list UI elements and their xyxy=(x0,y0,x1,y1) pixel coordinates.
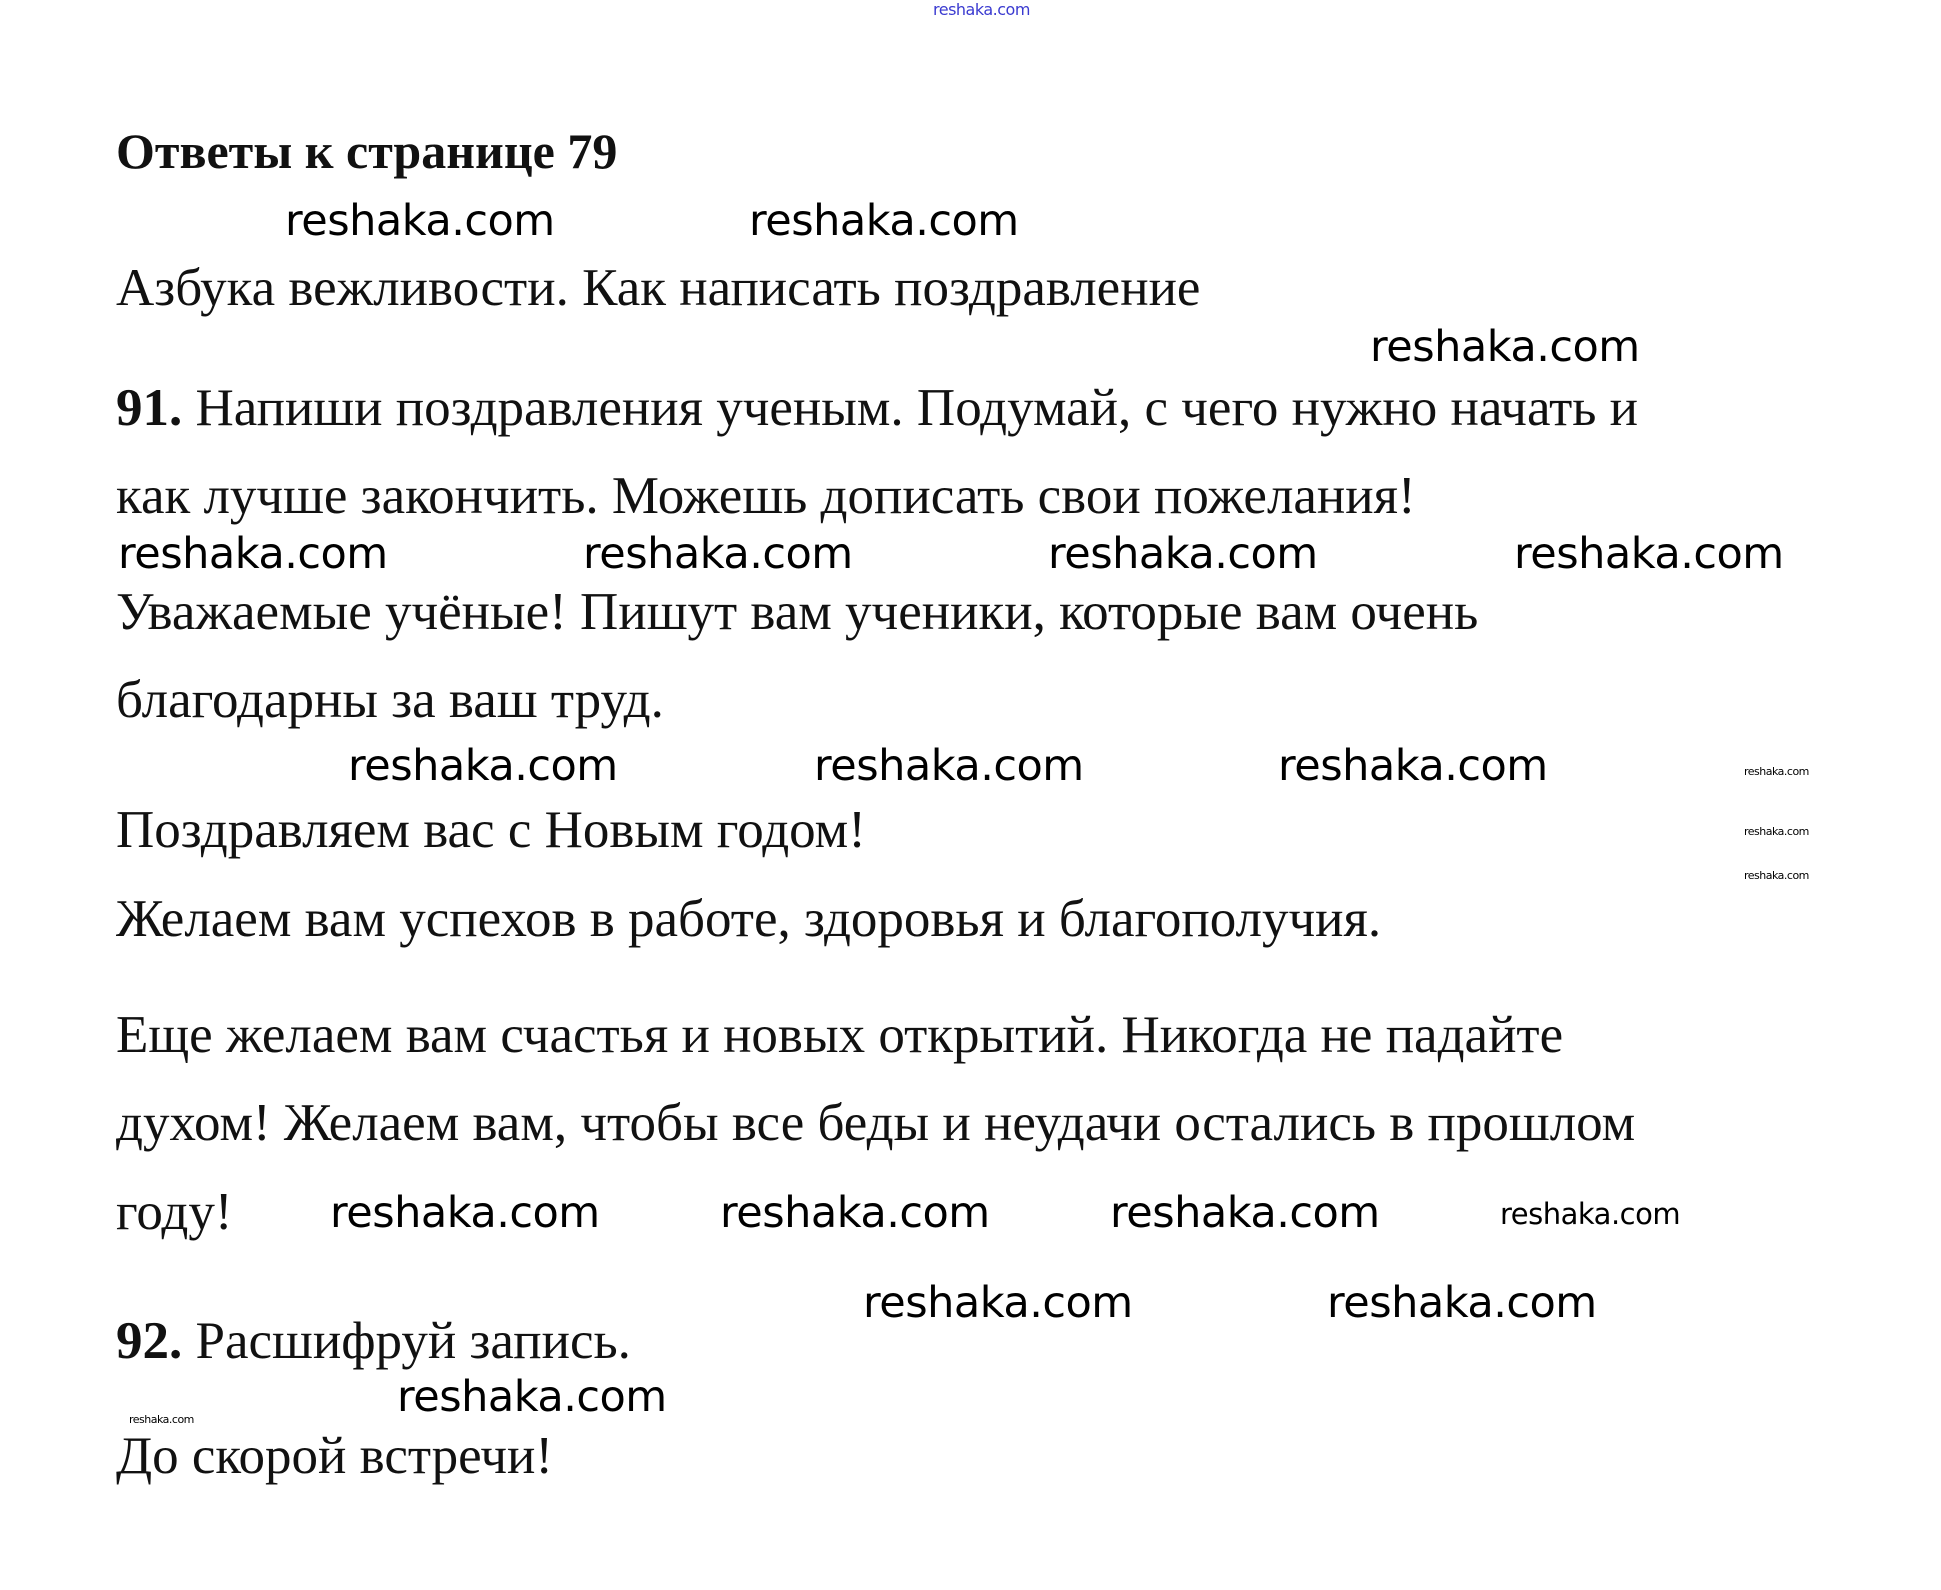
watermark: reshaka.com xyxy=(1744,825,1809,838)
answer-line: духом! Желаем вам, чтобы все беды и неудачи остались в прошлом xyxy=(116,1094,1636,1152)
watermark: reshaka.com xyxy=(583,529,853,579)
task-91-text: Напиши поздравления ученым. Подумай, с чего нужно начать и xyxy=(195,379,1639,437)
answer-line: Желаем вам успехов в работе, здоровья и благополучия. xyxy=(116,890,1382,948)
watermark: reshaka.com xyxy=(118,529,388,579)
watermark: reshaka.com xyxy=(1327,1278,1597,1328)
task-91-number: 91. xyxy=(116,379,183,437)
watermark: reshaka.com xyxy=(1514,529,1784,579)
watermark: reshaka.com xyxy=(749,196,1019,246)
answer-line: благодарны за ваш труд. xyxy=(116,671,664,729)
watermark: reshaka.com xyxy=(1744,765,1809,778)
answer-line: Поздравляем вас с Новым годом! xyxy=(116,801,866,859)
task-92-number: 92. xyxy=(116,1312,183,1370)
watermark: reshaka.com xyxy=(285,196,555,246)
watermark: reshaka.com xyxy=(1278,741,1548,791)
task-91-line1 xyxy=(116,379,1639,437)
watermark: reshaka.com xyxy=(348,741,618,791)
answer-92: До скорой встречи! xyxy=(116,1427,554,1485)
task-92 xyxy=(116,1312,631,1370)
watermark: reshaka.com xyxy=(1110,1188,1380,1238)
watermark: reshaka.com xyxy=(1744,869,1809,882)
answer-line: году! xyxy=(116,1183,233,1241)
watermark: reshaka.com xyxy=(397,1372,667,1422)
watermark: reshaka.com xyxy=(720,1188,990,1238)
task-91-line2: как лучше закончить. Можешь дописать свои пожелания! xyxy=(116,467,1416,525)
task-92-text: Расшифруй запись. xyxy=(195,1312,631,1370)
watermark: reshaka.com xyxy=(1048,529,1318,579)
header-watermark: reshaka.com xyxy=(933,0,1030,19)
watermark: reshaka.com xyxy=(814,741,1084,791)
watermark: reshaka.com xyxy=(129,1413,194,1426)
answer-line: Еще желаем вам счастья и новых открытий. Никогда не падайте xyxy=(116,1006,1564,1064)
watermark: reshaka.com xyxy=(330,1188,600,1238)
answer-line: Уважаемые учёные! Пишут вам ученики, которые вам очень xyxy=(116,583,1479,641)
watermark: reshaka.com xyxy=(1370,322,1640,372)
watermark: reshaka.com xyxy=(863,1278,1133,1328)
topic-heading: Азбука вежливости. Как написать поздравление xyxy=(116,259,1201,317)
page-title: Ответы к странице 79 xyxy=(116,123,618,179)
watermark: reshaka.com xyxy=(1500,1197,1681,1231)
